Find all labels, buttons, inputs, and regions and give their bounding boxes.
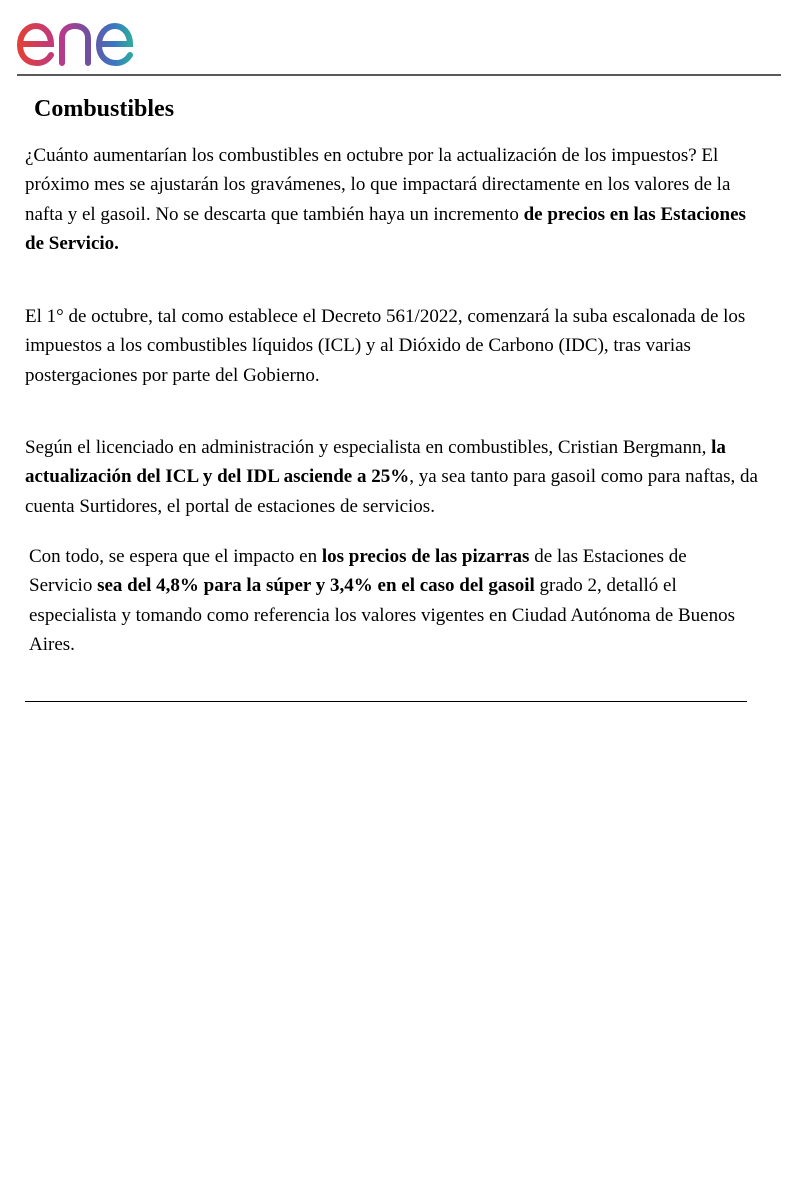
footer-divider [25,701,747,702]
article-paragraph-1 [25,141,765,258]
logo-letter-e2 [99,26,130,63]
header-divider [17,74,781,76]
article-paragraph-2 [25,302,765,390]
paragraph-2-text: El 1° de octubre, tal como establece el Decreto 561/2022, comenzará la suba escalonada de los impuestos a los combustibles líquidos (ICL) y al Dióxido de Carbono (IDC), tras varias postergaciones por parte del Gobierno. [25,306,746,386]
enel-logo [16,8,176,70]
paragraph-1-bold: de precios en las Estaciones de Servicio. [25,203,746,254]
paragraph-4-text-2: de las Estaciones de Servicio [29,546,687,597]
paragraph-4-text-1: Con todo, se espera que el impacto en [29,546,322,567]
article-paragraph-3 [25,433,765,521]
paragraph-4-bold-2: sea del 4,8% para la súper y 3,4% en el caso del gasoil [97,575,535,597]
page-title: Combustibles [34,96,175,122]
paragraph-3-text-1: Según el licenciado en administración y especialista en combustibles, Cristian Bergmann, [25,437,712,458]
paragraph-1-text: ¿Cuánto aumentarían los combustibles en octubre por la actualización de los impuestos? El próximo mes se ajustarán los gravámenes, lo que impactará directamente en los valores de la nafta y el gasoil. No se descarta que también haya un incremento [25,145,731,225]
logo-letter-n [62,26,88,63]
enel-logo-wordmark [16,8,176,70]
article-paragraph-4 [29,542,749,659]
paragraph-3-text-2: , ya sea tanto para gasoil como para naftas, da cuenta Surtidores, el portal de estaciones de servicios. [25,466,758,517]
logo-letter-e [20,26,51,63]
paragraph-3-bold: la actualización del ICL y del IDL asciende a 25% [25,437,726,488]
paragraph-4-text-3: grado 2, detalló el especialista y tomando como referencia los valores vigentes en Ciudad Autónoma de Buenos Aires. [29,575,735,655]
paragraph-4-bold-1: los precios de las pizarras [321,546,530,567]
